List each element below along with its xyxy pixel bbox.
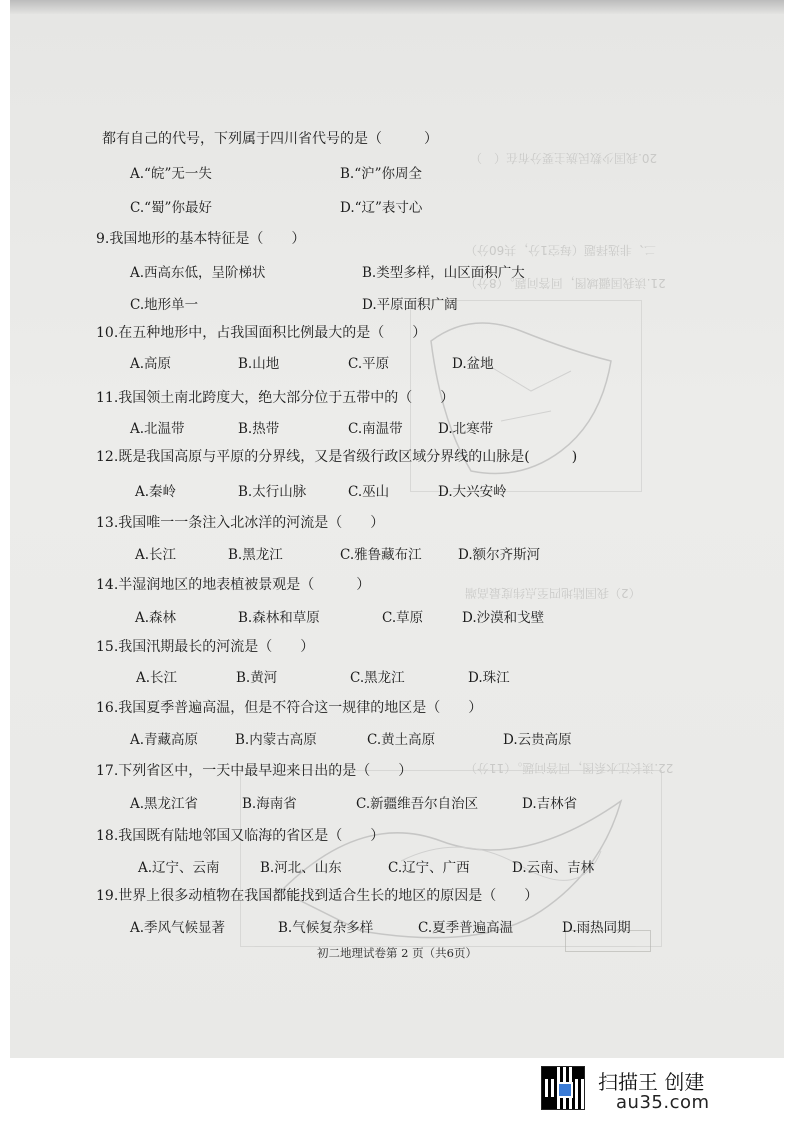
- answer-option: C.巫山: [348, 484, 390, 500]
- answer-option: B.内蒙古高原: [235, 732, 317, 748]
- answer-option: A.辽宁、云南: [138, 860, 220, 876]
- answer-option: D.吉林省: [522, 796, 578, 812]
- answer-option: D.珠江: [468, 670, 510, 686]
- answer-option: A.西高东低，呈阶梯状: [130, 265, 266, 281]
- watermark-title: 扫描王 创建: [598, 1070, 705, 1094]
- question-text: 都有自己的代号，下列属于四川省代号的是（ ）: [102, 131, 438, 147]
- qr-code-icon: [542, 1067, 584, 1109]
- answer-option: A.北温带: [130, 421, 185, 437]
- ghost-text-4: （2）我国陆地四至点纬度最高端: [465, 586, 641, 600]
- watermark-url: au35.com: [616, 1092, 710, 1113]
- question-text: 14.半湿润地区的地表植被景观是（ ）: [96, 577, 371, 593]
- answer-option: D.云贵高原: [503, 732, 572, 748]
- answer-option: C.雅鲁藏布江: [340, 547, 422, 563]
- answer-option: B.山地: [238, 356, 280, 372]
- question-text: 17.下列省区中，一天中最早迎来日出的是（ ）: [96, 763, 413, 779]
- answer-option: C.夏季普遍高温: [418, 920, 514, 936]
- answer-option: A.长江: [135, 547, 177, 563]
- answer-option: B.黄河: [236, 670, 278, 686]
- answer-option: A.季风气候显著: [130, 920, 226, 936]
- ghost-text-5: 22.读长江水系图，回答问题。（11分）: [465, 761, 674, 775]
- question-text: 16.我国夏季普遍高温，但是不符合这一规律的地区是（ ）: [96, 700, 483, 716]
- page-top-shadow: [10, 0, 784, 14]
- answer-option: D.北寒带: [438, 421, 494, 437]
- page-footer: 初二地理试卷第 2 页（共6页）: [317, 946, 477, 960]
- question-text: 9.我国地形的基本特征是（ ）: [96, 231, 306, 247]
- answer-option: C.黑龙江: [350, 670, 405, 686]
- answer-option: B.类型多样，山区面积广大: [362, 265, 525, 281]
- answer-option: B.海南省: [242, 796, 297, 812]
- answer-option: A.青藏高原: [130, 732, 199, 748]
- scanner-watermark: [540, 1062, 790, 1122]
- answer-option: C.黄土高原: [367, 732, 436, 748]
- answer-option: A.长江: [136, 670, 178, 686]
- answer-option: D.“辽”表寸心: [340, 200, 423, 216]
- answer-option: C.草原: [382, 610, 424, 626]
- question-text: 19.世界上很多动植物在我国都能找到适合生长的地区的原因是（ ）: [96, 888, 539, 904]
- answer-option: B.气候复杂多样: [278, 920, 374, 936]
- answer-option: D.云南、吉林: [512, 860, 595, 876]
- ghost-text-2: 二、非选择题（每空1分，共60分）: [465, 243, 656, 257]
- answer-option: C.南温带: [348, 421, 403, 437]
- answer-option: A.秦岭: [135, 484, 177, 500]
- question-text: 15.我国汛期最长的河流是（ ）: [96, 639, 315, 655]
- answer-option: A.黑龙江省: [130, 796, 199, 812]
- answer-option: C.辽宁、广西: [388, 860, 470, 876]
- answer-option: D.盆地: [452, 356, 494, 372]
- ghost-text-1: 20.我国少数民族主要分布在（ ）: [470, 151, 658, 165]
- answer-option: A.高原: [130, 356, 172, 372]
- answer-option: B.太行山脉: [238, 484, 307, 500]
- answer-option: B.热带: [238, 421, 280, 437]
- ghost-text-3: 21.读我国疆域图，回答问题。（8分）: [465, 276, 666, 290]
- answer-option: B.森林和草原: [238, 610, 320, 626]
- answer-option: D.额尔齐斯河: [458, 547, 541, 563]
- answer-option: D.沙漠和戈壁: [462, 610, 545, 626]
- exam-page: [10, 0, 784, 1058]
- answer-option: A.“皖”无一失: [130, 166, 212, 182]
- answer-option: B.“沪”你周全: [340, 166, 423, 182]
- answer-option: C.平原: [348, 356, 390, 372]
- answer-option: C.地形单一: [130, 297, 199, 313]
- answer-option: D.平原面积广阔: [362, 297, 458, 313]
- question-text: 12.既是我国高原与平原的分界线，又是省级行政区域分界线的山脉是( ): [96, 449, 578, 465]
- answer-option: D.雨热同期: [562, 920, 631, 936]
- answer-option: C.“蜀”你最好: [130, 200, 212, 216]
- answer-option: B.河北、山东: [260, 860, 342, 876]
- answer-option: C.新疆维吾尔自治区: [356, 796, 479, 812]
- question-text: 10.在五种地形中，占我国面积比例最大的是（ ）: [96, 325, 427, 341]
- question-text: 13.我国唯一一条注入北冰洋的河流是（ ）: [96, 515, 385, 531]
- answer-option: D.大兴安岭: [438, 484, 507, 500]
- question-text: 11.我国领土南北跨度大，绝大部分位于五带中的（ ）: [96, 390, 455, 406]
- answer-option: A.森林: [135, 610, 177, 626]
- answer-option: B.黑龙江: [228, 547, 283, 563]
- question-text: 18.我国既有陆地邻国又临海的省区是（ ）: [96, 828, 385, 844]
